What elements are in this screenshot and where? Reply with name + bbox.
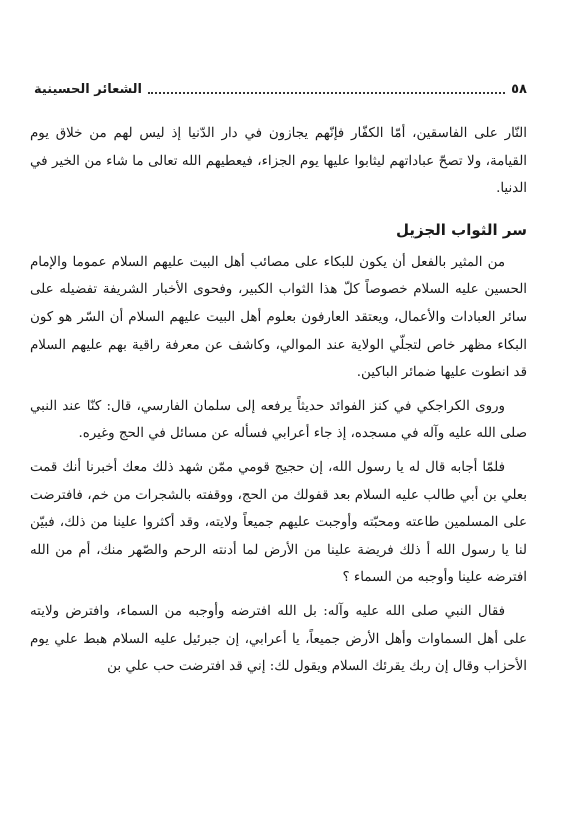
section-heading: سر الثواب الجزيل xyxy=(396,220,527,239)
paragraph: فلمّا أجابه قال له يا رسول الله، إن حجيج قومي ممّن شهد ذلك معك أخبرنا أنك قمت بعلي بن أبي طالب عليه السلام بعد قفولك من الحج، ووقفته بالشجرات من خم، فافترضت على المسلمين طاعته ومحبّته وأوجبت عليهم جميعاً ولايته، وقد أكثروا علينا من ذلك، فبيّن لنا يا رسول الله أ ذلك فريضة علينا من الأرض لما أدنته الرحم والصّهر منك، أم من الله افترضه علينا وأوجبه من السماء ؟ xyxy=(30,459,527,586)
header-dotted-rule xyxy=(148,92,505,94)
paragraph: من المثير بالفعل أن يكون للبكاء على مصائب أهل البيت عليهم السلام عموما والإمام الحسين عليه السلام خصوصاً كلّ هذا الثواب الكبير، وفحوى الأخبار الشريفة تفضيله على سائر العبادات والأعمال، ويعتقد العارفون بعلوم أهل البيت عليهم السلام أن السّر هو كون البكاء مظهر خاص لتجلّي الولاية عند الموالي، وكاشف عن معرفة راقية بهم عليهم السلام قد انطوت عليها ضمائر الباكين. xyxy=(30,254,527,381)
paragraph: فقال النبي صلى الله عليه وآله: بل الله افترضه وأوجبه من السماء، وافترض ولايته على أهل السماوات وأهل الأرض جميعاً، يا أعرابي، إن جبرئيل عليه السلام هبط علي يوم الأحزاب وقال إن ربك يقرئك السلام ويقول لك: إني قد افترضت حب علي بن xyxy=(30,603,527,675)
page-number: ٥٨ xyxy=(511,82,527,97)
running-header-title: الشعائر الحسينية xyxy=(34,82,143,97)
page-body xyxy=(30,120,527,681)
paragraph-continued: النّار على الفاسقين، أمّا الكفّار فإنّهم يجازون في دار الدّنيا إذ ليس لهم من خلاق يوم القيامة، ولا تصحّ عباداتهم ليثابوا عليها يوم الجزاء، فيعطيهم الله تعالى ما شاء من الخير في الدنيا. xyxy=(30,126,527,197)
running-header xyxy=(34,76,527,100)
paragraph: وروى الكراجكي في كنز الفوائد حديثاً يرفعه إلى سلمان الفارسي، قال: كنّا عند النبي صلى الله عليه وآله في مسجده، إذ جاء أعرابي فسأله عن مسائل في الحج وغيره. xyxy=(30,398,527,442)
